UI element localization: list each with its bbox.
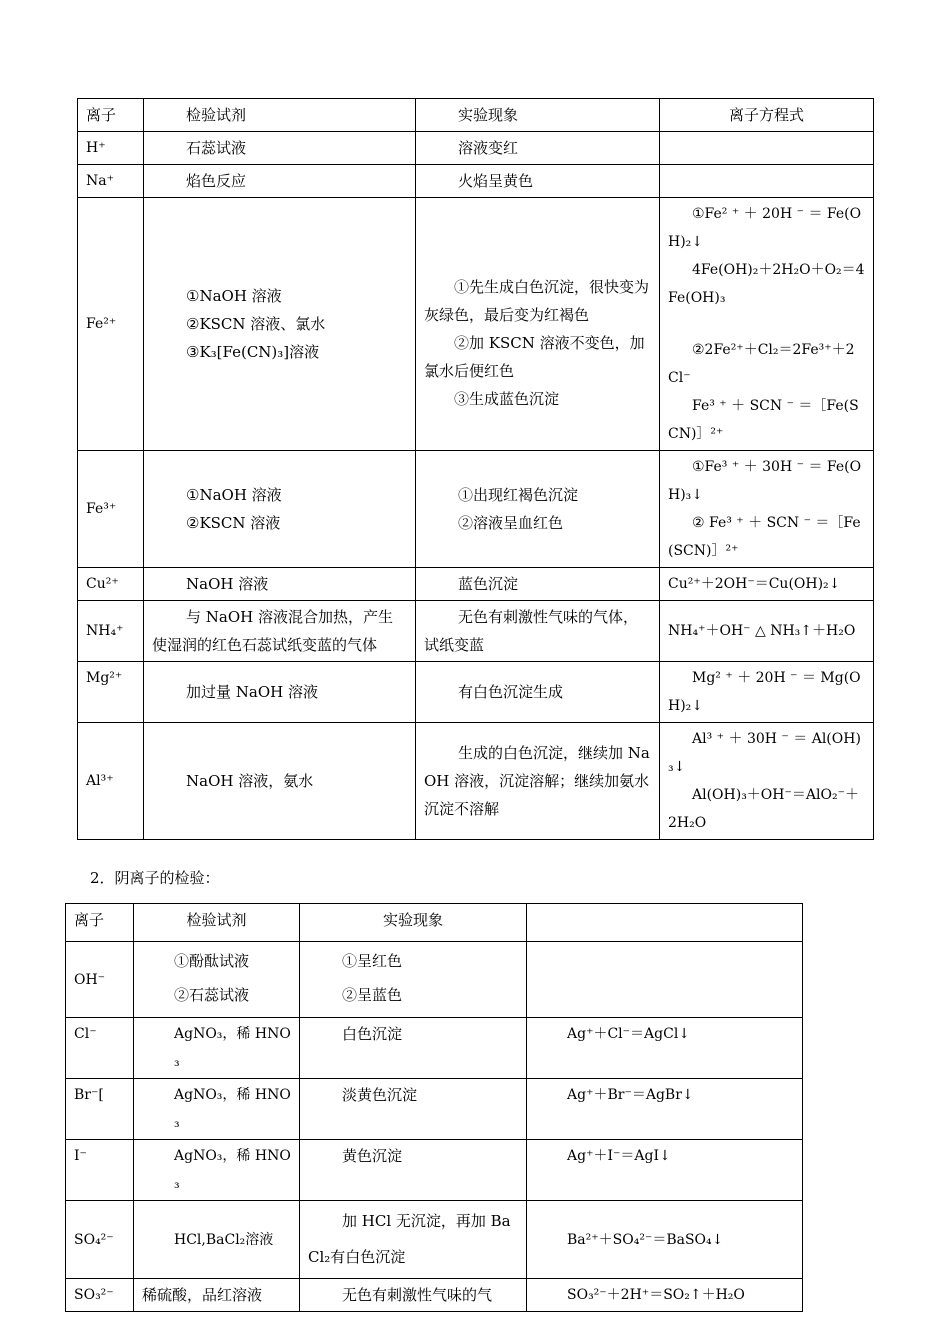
ion-cell: I⁻ <box>66 1140 134 1201</box>
reagent-cell: AgNO₃，稀 HNO₃ <box>134 1079 300 1140</box>
phenomenon-line: ①先生成白色沉淀，很快变为灰绿色，最后变为红褐色 <box>424 278 650 324</box>
ion-cell: Fe³⁺ <box>78 451 144 568</box>
phenomenon-cell: 生成的白色沉淀，继续加 NaOH 溶液，沉淀溶解；继续加氨水沉淀不溶解 <box>416 723 660 840</box>
equation-cell: Mg² ⁺ ＋ 20H ⁻ ＝ Mg(OH)₂↓ <box>660 662 874 723</box>
reagent-cell <box>144 451 416 568</box>
section-heading-anion: 2．阴离子的检验： <box>90 869 220 887</box>
reagent-cell: NaOH 溶液，氨水 <box>144 723 416 840</box>
phenomenon-line: ②呈蓝色 <box>342 986 403 1004</box>
ion-cell: Al³⁺ <box>78 723 144 840</box>
header-phenomenon: 实验现象 <box>416 99 660 132</box>
table-row <box>66 1140 803 1201</box>
ion-cell: Na⁺ <box>78 165 144 198</box>
equation-cell: Ag⁺＋Br⁻＝AgBr↓ <box>527 1079 803 1140</box>
reagent-line: ①NaOH 溶液 <box>186 287 282 305</box>
phenomenon-cell: 无色有刺激性气味的气体，试纸变蓝 <box>416 601 660 662</box>
anion-test-table <box>65 903 803 1312</box>
reagent-cell: AgNO₃，稀 HNO₃ <box>134 1140 300 1201</box>
phenomenon-cell <box>300 942 527 1018</box>
reagent-cell: 石蕊试液 <box>144 132 416 165</box>
header-phenomenon: 实验现象 <box>300 904 527 942</box>
header-ion: 离子 <box>78 99 144 132</box>
reagent-cell: 加过量 NaOH 溶液 <box>144 662 416 723</box>
reagent-line: ①酚酞试液 <box>174 952 250 970</box>
phenomenon-line: ①呈红色 <box>342 952 403 970</box>
reagent-line: ②KSCN 溶液、氯水 <box>186 315 326 333</box>
equation-cell: Ba²⁺＋SO₄²⁻＝BaSO₄↓ <box>527 1201 803 1279</box>
equation-cell <box>660 132 874 165</box>
reagent-cell: AgNO₃，稀 HNO₃ <box>134 1018 300 1079</box>
reagent-cell <box>144 198 416 451</box>
equation-line: 4Fe(OH)₂＋2H₂O＋O₂＝4Fe(OH)₃ <box>668 262 865 306</box>
table-row <box>66 942 803 1018</box>
equation-line: ①Fe² ⁺ ＋ 20H ⁻ ＝ Fe(OH)₂↓ <box>668 206 862 250</box>
table-header-row <box>66 904 803 942</box>
phenomenon-line: ②加 KSCN 溶液不变色，加氯水后便红色 <box>424 334 645 380</box>
reagent-cell: NaOH 溶液 <box>144 568 416 601</box>
equation-cell <box>660 723 874 840</box>
reagent-line: ③K₃[Fe(CN)₃]溶液 <box>186 343 320 361</box>
header-ion: 离子 <box>66 904 134 942</box>
reagent-cell: HCl,BaCl₂溶液 <box>134 1201 300 1279</box>
reagent-cell: 焰色反应 <box>144 165 416 198</box>
phenomenon-cell: 黄色沉淀 <box>300 1140 527 1201</box>
phenomenon-line: ②溶液呈血红色 <box>458 514 564 532</box>
table-row <box>78 723 874 840</box>
phenomenon-cell: 有白色沉淀生成 <box>416 662 660 723</box>
equation-line: ② Fe³ ⁺ ＋ SCN ⁻ ＝［Fe(SCN)］²⁺ <box>668 515 861 559</box>
reagent-line: ②KSCN 溶液 <box>186 514 281 532</box>
equation-line: Al(OH)₃＋OH⁻＝AlO₂⁻＋2H₂O <box>668 787 859 831</box>
phenomenon-cell <box>416 451 660 568</box>
phenomenon-cell: 火焰呈黄色 <box>416 165 660 198</box>
table-row <box>66 1201 803 1279</box>
equation-cell: SO₃²⁻＋2H⁺＝SO₂↑＋H₂O <box>527 1279 803 1312</box>
phenomenon-cell: 加 HCl 无沉淀，再加 BaCl₂有白色沉淀 <box>300 1201 527 1279</box>
ion-cell: Br⁻[ <box>66 1079 134 1140</box>
phenomenon-cell: 蓝色沉淀 <box>416 568 660 601</box>
header-reagent: 检验试剂 <box>134 904 300 942</box>
table-row <box>78 662 874 723</box>
table-row <box>78 165 874 198</box>
phenomenon-cell: 无色有刺激性气味的气 <box>300 1279 527 1312</box>
ion-cell: Cl⁻ <box>66 1018 134 1079</box>
equation-line: ①Fe³ ⁺ ＋ 30H ⁻ ＝ Fe(OH)₃↓ <box>668 459 862 503</box>
ion-cell: Mg²⁺ <box>78 662 144 723</box>
phenomenon-cell: 淡黄色沉淀 <box>300 1079 527 1140</box>
table-header-row <box>78 99 874 132</box>
table-row <box>78 568 874 601</box>
phenomenon-cell: 白色沉淀 <box>300 1018 527 1079</box>
table-row <box>78 132 874 165</box>
table-row <box>78 601 874 662</box>
equation-cell <box>527 942 803 1018</box>
table-row <box>78 451 874 568</box>
equation-cell: NH₄⁺＋OH⁻ △ NH₃↑＋H₂O <box>660 601 874 662</box>
equation-line: Al³ ⁺ ＋ 30H ⁻ ＝ Al(OH)₃↓ <box>668 731 861 775</box>
equation-cell: Ag⁺＋Cl⁻＝AgCl↓ <box>527 1018 803 1079</box>
phenomenon-line: ③生成蓝色沉淀 <box>454 390 560 408</box>
reagent-cell <box>134 942 300 1018</box>
phenomenon-cell: 溶液变红 <box>416 132 660 165</box>
table-row <box>66 1018 803 1079</box>
header-equation: 离子方程式 <box>660 99 874 132</box>
cation-test-table <box>77 98 874 840</box>
header-reagent: 检验试剂 <box>144 99 416 132</box>
equation-cell <box>660 165 874 198</box>
equation-cell: Ag⁺＋I⁻＝AgI↓ <box>527 1140 803 1201</box>
ion-cell: Cu²⁺ <box>78 568 144 601</box>
table-row <box>66 1279 803 1312</box>
equation-line: ②2Fe²⁺＋Cl₂＝2Fe³⁺＋2Cl⁻ <box>668 342 855 386</box>
ion-cell: SO₄²⁻ <box>66 1201 134 1279</box>
ion-cell: H⁺ <box>78 132 144 165</box>
reagent-cell: 稀硫酸，品红溶液 <box>134 1279 300 1312</box>
ion-cell: SO₃²⁻ <box>66 1279 134 1312</box>
equation-cell <box>660 198 874 451</box>
table-row <box>66 1079 803 1140</box>
table-row <box>78 198 874 451</box>
header-equation <box>527 904 803 942</box>
equation-cell: Cu²⁺＋2OH⁻＝Cu(OH)₂↓ <box>660 568 874 601</box>
equation-cell <box>660 451 874 568</box>
reagent-line: ①NaOH 溶液 <box>186 486 282 504</box>
ion-cell: OH⁻ <box>66 942 134 1018</box>
phenomenon-line: ①出现红褐色沉淀 <box>458 486 579 504</box>
ion-cell: NH₄⁺ <box>78 601 144 662</box>
equation-line <box>668 312 865 336</box>
reagent-line: ②石蕊试液 <box>174 986 250 1004</box>
ion-cell: Fe²⁺ <box>78 198 144 451</box>
reagent-cell: 与 NaOH 溶液混合加热，产生使湿润的红色石蕊试纸变蓝的气体 <box>144 601 416 662</box>
phenomenon-cell <box>416 198 660 451</box>
equation-line: Fe³ ⁺ ＋ SCN ⁻ ＝［Fe(SCN)］²⁺ <box>668 398 859 442</box>
